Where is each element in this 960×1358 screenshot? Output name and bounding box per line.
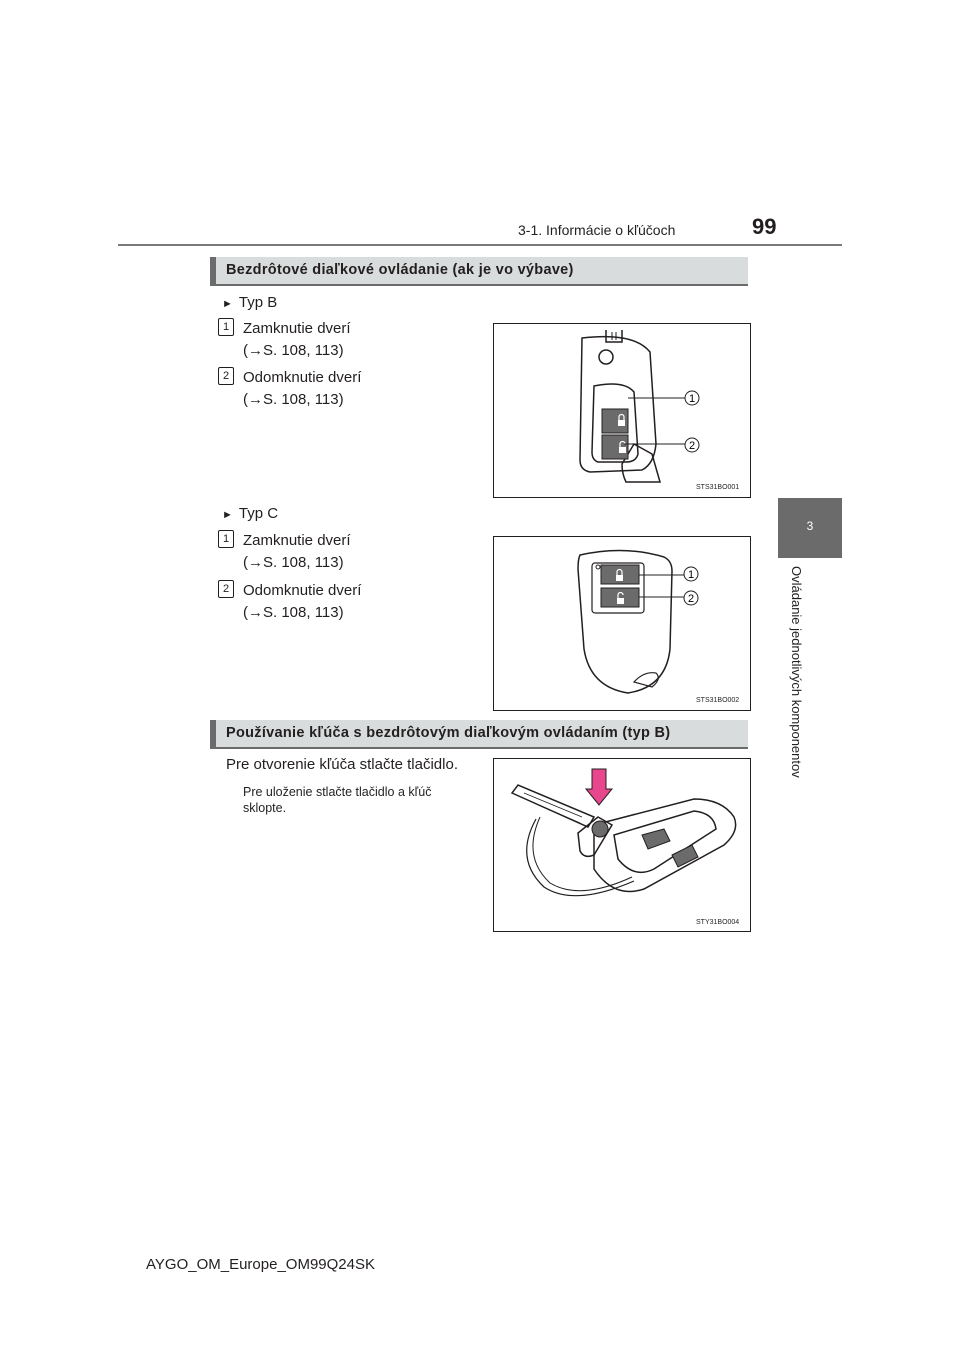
figure-type-c — [493, 536, 751, 711]
list-item — [243, 367, 361, 411]
figure-flip-key-usage — [493, 758, 751, 932]
note-text — [243, 784, 431, 816]
type-c-text: Typ C — [238, 505, 279, 522]
chapter-title-vertical — [786, 566, 808, 802]
item-number-badge: 1 — [218, 530, 234, 548]
item-ref: (→S. 108, 113) — [243, 554, 344, 571]
item-number-badge: 1 — [218, 318, 234, 336]
flip-key-illustration — [494, 324, 750, 497]
heading-bar — [210, 720, 216, 747]
heading-bar — [210, 257, 216, 284]
callout-1: 1 — [688, 393, 696, 405]
list-item — [243, 318, 351, 362]
type-b-label — [222, 294, 277, 311]
header-divider — [118, 244, 842, 246]
triangle-bullet-icon: ► — [222, 509, 233, 521]
type-c-label — [222, 505, 278, 522]
item-number-badge: 2 — [218, 580, 234, 598]
document-id: AYGO_OM_Europe_OM99Q24SK — [146, 1256, 375, 1273]
instruction-text: Pre otvorenie kľúča stlačte tlačidlo. — [226, 756, 458, 773]
section-heading-remote — [210, 257, 748, 286]
callout-1: 1 — [687, 569, 695, 581]
section-heading-flip-key — [210, 720, 748, 749]
figure-code: STS31BO002 — [696, 697, 740, 704]
item-text: Odomknutie dverí — [243, 369, 362, 386]
list-item — [243, 580, 361, 624]
triangle-bullet-icon: ► — [222, 298, 233, 310]
page-number: 99 — [752, 214, 777, 239]
section-heading-text: Bezdrôtové diaľkové ovládanie (ak je vo výbave) — [226, 262, 574, 278]
list-item — [243, 530, 351, 574]
item-ref: (→S. 108, 113) — [243, 342, 344, 359]
item-ref: (→S. 108, 113) — [243, 604, 344, 621]
figure-type-b — [493, 323, 751, 498]
smart-key-illustration — [494, 537, 750, 710]
section-heading-text: Používanie kľúča s bezdrôtovým diaľkovým ovládaním (typ B) — [226, 725, 671, 741]
callout-2: 2 — [688, 440, 696, 452]
header-section-title: 3-1. Informácie o kľúčoch — [518, 222, 676, 238]
item-ref: (→S. 108, 113) — [243, 391, 344, 408]
figure-code: STY31BO004 — [696, 919, 740, 926]
item-number-badge: 2 — [218, 367, 234, 385]
item-text: Zamknutie dverí — [243, 532, 351, 549]
note-line: sklopte. — [243, 801, 287, 815]
note-line: Pre uloženie stlačte tlačidlo a kľúč — [243, 785, 432, 799]
type-b-text: Typ B — [238, 294, 278, 311]
chapter-number: 3 — [806, 519, 814, 533]
flip-key-open-illustration — [494, 759, 750, 931]
figure-code: STS31BO001 — [696, 484, 740, 491]
chapter-title: Ovládanie jednotlivých komponentov — [789, 566, 804, 778]
item-text: Odomknutie dverí — [243, 582, 362, 599]
callout-2: 2 — [687, 593, 695, 605]
item-text: Zamknutie dverí — [243, 320, 351, 337]
